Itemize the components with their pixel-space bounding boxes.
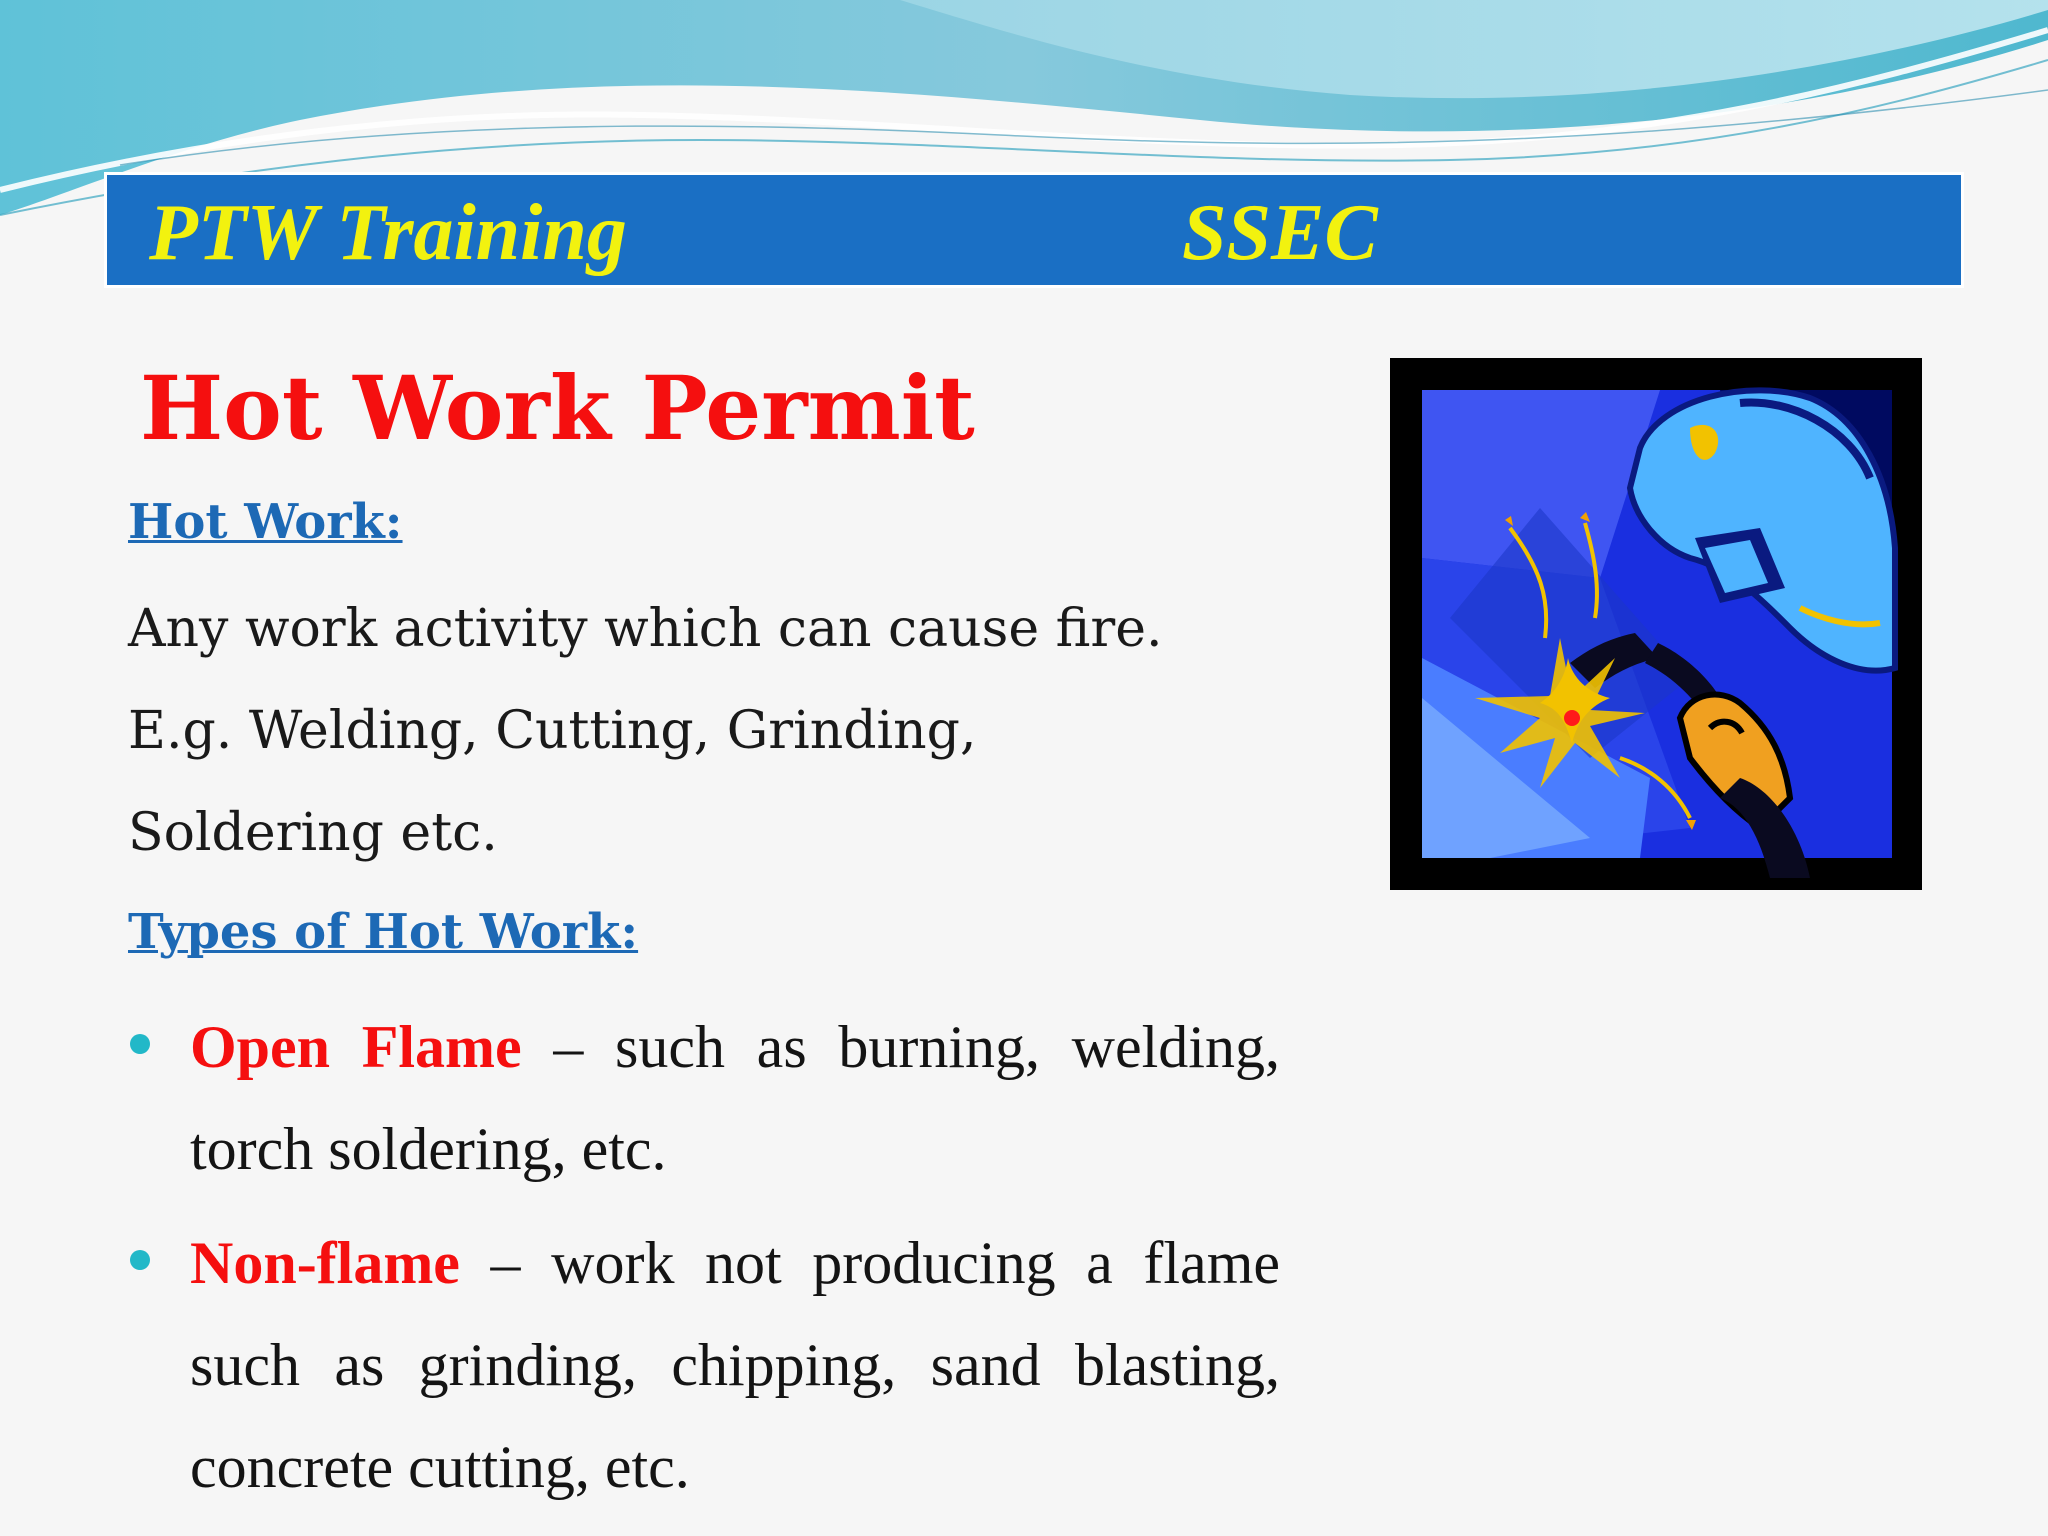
definition-line: E.g. Welding, Cutting, Grinding, — [128, 701, 977, 761]
header-bar — [104, 172, 1964, 288]
slide-title: Hot Work Permit — [140, 356, 975, 460]
welder-icon — [1390, 358, 1922, 890]
hot-work-heading: Hot Work: — [128, 494, 403, 550]
bullet-icon — [130, 1250, 150, 1270]
bullet-item — [130, 996, 1280, 1200]
header-title: PTW Training — [149, 189, 627, 277]
definition-line: Soldering etc. — [128, 803, 498, 863]
header-org: SSEC — [1182, 189, 1378, 277]
bullet-term: Open Flame — [190, 1014, 522, 1080]
bullet-description: – such as burning, welding, torch soldering, etc. — [190, 1014, 1280, 1182]
bullet-description: – work not producing a flame such as grinding, chipping, sand blasting, concrete cutting, etc. — [190, 1230, 1280, 1500]
types-heading: Types of Hot Work: — [128, 904, 639, 960]
bullet-text — [190, 996, 1280, 1200]
bullet-term: Non-flame — [190, 1230, 460, 1296]
bullet-item — [130, 1212, 1280, 1518]
bullet-text — [190, 1212, 1280, 1518]
definition-line: Any work activity which can cause fire. — [128, 599, 1163, 659]
bullet-icon — [130, 1034, 150, 1054]
